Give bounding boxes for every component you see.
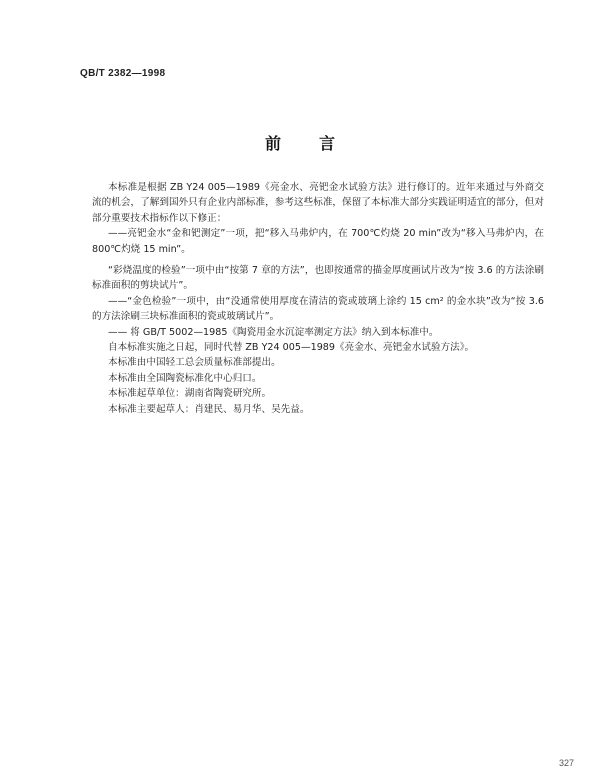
- paragraph-centralizer: 本标准由全国陶瓷标准化中心归口。: [108, 372, 262, 384]
- page-number: 327: [558, 758, 574, 768]
- standard-code: QB/T 2382—1998: [80, 68, 166, 79]
- paragraph-revision-3: ——“金色检验”一项中，由“没通常使用厚度在清洁的瓷或玻璃上涂约 15 cm² 的金水块”改为“按 3.6 的方法涂刷三块标准面积的瓷或玻璃试片”。: [92, 295, 544, 323]
- page-title: 前言: [264, 134, 373, 153]
- paragraph-revision-4: —— 将 GB/T 5002—1985《陶瓷用金水沉淀率测定方法》纳入到本标准中。: [108, 326, 439, 338]
- paragraph-drafting-unit: 本标准起草单位：湖南省陶瓷研究所。: [108, 388, 272, 400]
- paragraph-drafters: 本标准主要起草人：肖建民、易月华、吴先益。: [108, 403, 310, 415]
- foreword-body: [92, 180, 544, 417]
- paragraph-proposer: 本标准由中国轻工总会质量标准部提出。: [108, 357, 281, 369]
- paragraph-revision-2: “彩烧温度的检验”一项中由“按第 7 章的方法”，也即按通常的描金厚度画试片改为“按 3.6 的方法涂刷标准面积的剪块试片”。: [92, 265, 544, 292]
- paragraph-replacement: 自本标准实施之日起，同时代替 ZB Y24 005—1989《亮金水、亮钯金水试验方法》。: [108, 342, 475, 354]
- paragraph-intro: 本标准是根据 ZB Y24 005—1989《亮金水、亮钯金水试验方法》进行修订的。近年来通过与外商交流的机会，了解到国外只有企业内部标准，参考这些标准，保留了本标准大部分实践证明适宜的部分，但对部分重要技术指标作以下修正：: [92, 182, 544, 224]
- paragraph-revision-1: ——亮钯金水“金和钯测定”一项，把“移入马弗炉内，在 700℃灼烧 20 min”改为“移入马弗炉内，在 800℃灼烧 15 min”。: [92, 228, 544, 255]
